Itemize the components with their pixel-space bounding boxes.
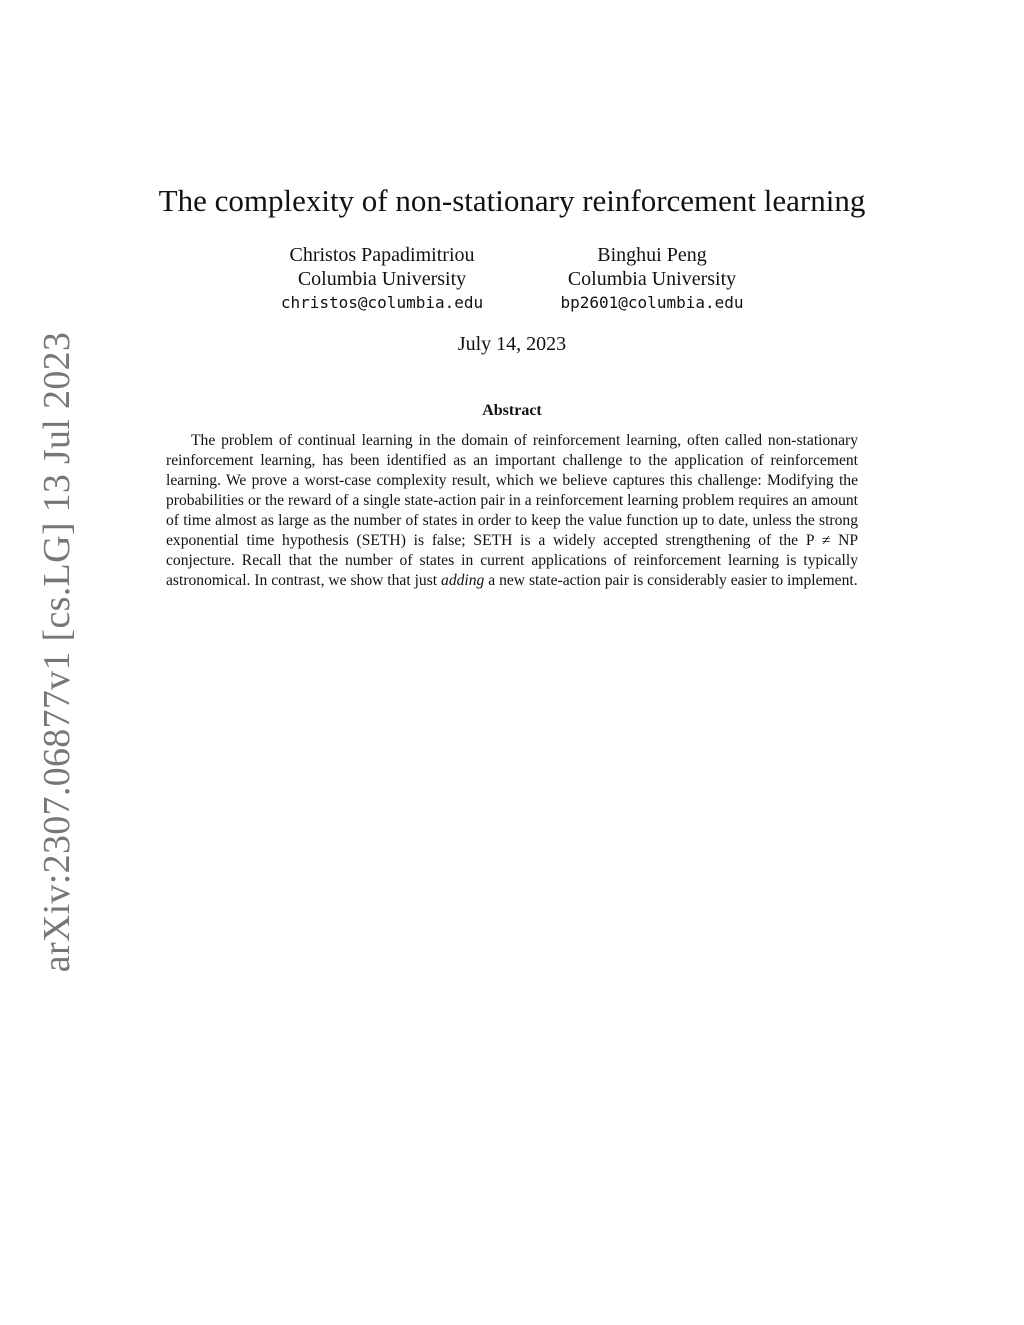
abstract-text — [166, 431, 858, 591]
author-name: Christos Papadimitriou — [289, 244, 475, 266]
abstract-text-part-1: The problem of continual learning in the domain of reinforcement learning, often called non-stationary reinforcement learning, has been identified as an important challenge to the application of reinforcement learning. We prove a worst-case complexity result, which we believe captures this challenge: Modifying the probabilities or the reward of a single state-action pair in a reinforcement learning problem requires an amount of time almost as large as the number of states in order to keep the value function up to date, unless the strong exponential time hypothesis (SETH) is false; SETH is a widely accepted strengthening of the P ≠ NP conjecture. Recall that the number of states in current applications of reinforcement learning is typically astronomical. In contrast, we show that just — [166, 432, 858, 589]
abstract-heading: Abstract — [482, 402, 542, 419]
abstract-emphasis: adding — [441, 572, 485, 589]
paper-title: The complexity of non-stationary reinforcement learning — [158, 183, 866, 218]
author-email[interactable]: bp2601@columbia.edu — [560, 293, 744, 312]
author-name: Binghui Peng — [597, 244, 707, 266]
abstract-text-part-2: a new state-action pair is considerably easier to implement. — [488, 572, 858, 589]
author-affiliation: Columbia University — [297, 268, 467, 290]
author-block-2 — [532, 243, 772, 315]
arxiv-identifier[interactable]: arXiv:2307.06877v1 [cs.LG] 13 Jul 2023 — [36, 331, 78, 973]
author-block-1 — [262, 243, 502, 315]
author-affiliation: Columbia University — [567, 268, 737, 290]
publication-date: July 14, 2023 — [457, 333, 567, 355]
author-email[interactable]: christos@columbia.edu — [280, 293, 484, 312]
